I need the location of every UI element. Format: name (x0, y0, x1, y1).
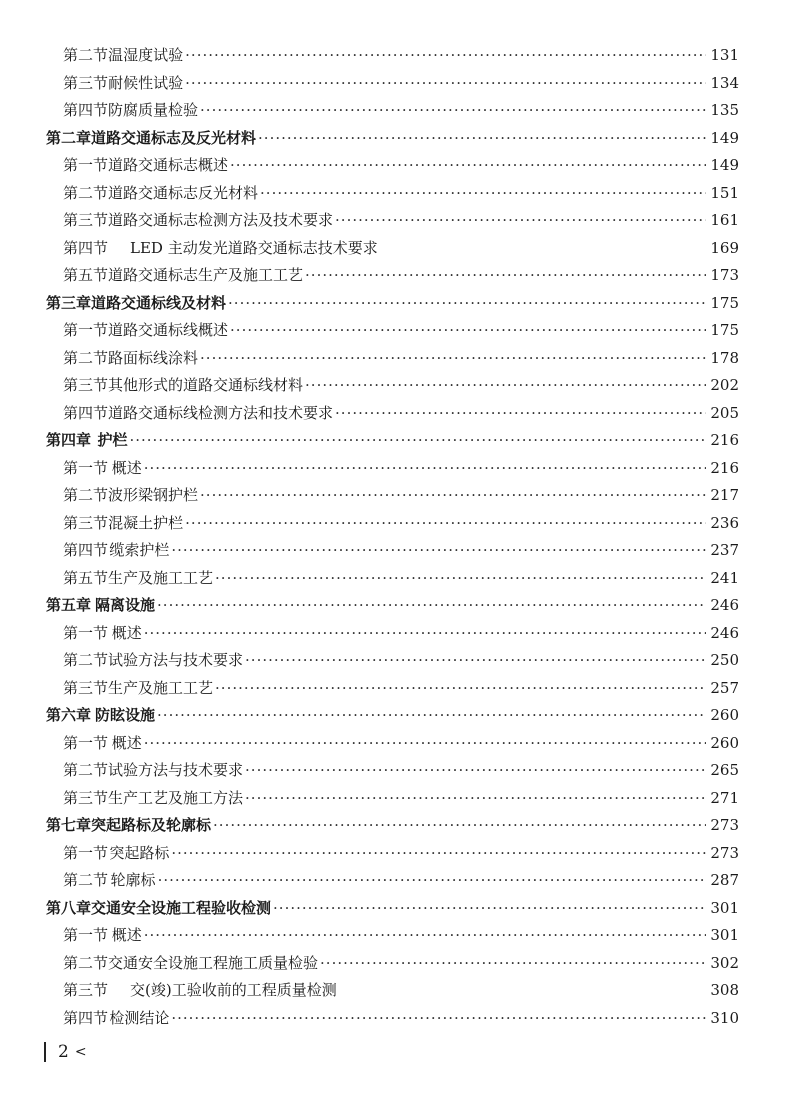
toc-page: 246 (710, 623, 739, 642)
dot-leader (230, 317, 706, 345)
dot-leader (144, 730, 706, 758)
toc-number: 第二节 (63, 486, 109, 504)
toc-page: 175 (710, 293, 739, 312)
toc-page: 175 (710, 321, 739, 339)
toc-number: 第五章 (46, 596, 92, 614)
dot-leader (335, 400, 706, 428)
dot-leader (185, 510, 706, 538)
toc-row[interactable] (46, 730, 739, 758)
toc-row[interactable] (46, 427, 739, 455)
toc-title: 护栏 (97, 431, 128, 449)
dot-leader (171, 537, 706, 565)
toc-title: 概述 (111, 926, 142, 944)
toc-page: 310 (710, 1008, 739, 1027)
toc-title: 道路交通标志生产及施工工艺 (108, 266, 304, 284)
toc-title: 缆索护栏 (109, 541, 170, 559)
dot-leader (245, 647, 706, 675)
toc-title: 交通安全设施工程施工质量检验 (108, 953, 319, 972)
toc-row[interactable] (46, 290, 739, 318)
toc-row[interactable] (46, 620, 739, 648)
toc-page: 287 (710, 871, 739, 889)
toc-number: 第四节 (63, 238, 109, 257)
page-footer (44, 1041, 87, 1063)
toc-row[interactable] (46, 592, 739, 620)
toc-number: 第二节 (63, 871, 109, 889)
page-number: 2 (58, 1042, 69, 1062)
dot-leader (158, 867, 706, 895)
toc-title: 道路交通标志检测方法及技术要求 (108, 211, 334, 229)
toc-row[interactable] (46, 922, 739, 950)
toc-page: 246 (710, 596, 739, 614)
toc-row[interactable] (46, 785, 739, 813)
toc-title: 道路交通标线及材料 (91, 293, 227, 312)
toc-number: 第六章 (46, 706, 92, 724)
toc-number: 第三节 (63, 678, 109, 697)
toc-title: 隔离设施 (95, 596, 156, 614)
toc-title: 突起路标及轮廓标 (91, 816, 212, 834)
toc-number: 第二章 (46, 128, 92, 147)
toc-page: 149 (710, 128, 739, 147)
toc-title: 混凝土护栏 (108, 513, 184, 532)
toc-number: 第四节 (63, 403, 109, 422)
toc-row[interactable] (46, 702, 739, 730)
toc-title: 概述 (111, 458, 142, 477)
toc-number: 第五节 (63, 266, 109, 284)
toc-number: 第三节 (63, 73, 109, 92)
dot-leader (213, 812, 706, 840)
toc-number: 第七章 (46, 816, 92, 834)
toc-row[interactable] (46, 867, 739, 895)
toc-title: 道路交通标志概述 (108, 156, 229, 174)
toc-title: 道路交通标线概述 (108, 321, 229, 339)
toc-page: 236 (710, 513, 739, 532)
toc-page: 173 (710, 266, 739, 284)
toc-page: 237 (710, 541, 739, 559)
toc-title: 道路交通标志反光材料 (108, 183, 259, 202)
toc-title: 防腐质量检验 (108, 101, 199, 119)
toc-title: 道路交通标志及反光材料 (91, 128, 257, 147)
toc-title: 概述 (111, 623, 142, 642)
dot-leader (335, 207, 706, 235)
toc-row[interactable] (46, 895, 739, 923)
toc-row[interactable] (46, 950, 739, 978)
dot-leader (320, 950, 706, 978)
toc-title: 轮廓标 (110, 871, 156, 889)
toc-number: 第三章 (46, 293, 92, 312)
toc-title: 检测结论 (109, 1008, 170, 1027)
toc-title: 交(竣)工验收前的工程质量检测 (130, 981, 337, 999)
toc-page: 260 (710, 733, 739, 752)
toc-row[interactable] (46, 262, 739, 290)
toc-page: 202 (710, 376, 739, 394)
toc-title: 波形梁钢护栏 (108, 486, 199, 504)
toc-page: 302 (710, 953, 739, 972)
footer-rule (44, 1042, 46, 1062)
toc-row[interactable] (46, 812, 739, 840)
toc-page: 169 (710, 238, 739, 257)
toc-title: 突起路标 (109, 843, 170, 862)
toc-number: 第四节 (63, 101, 109, 119)
dot-leader (157, 702, 706, 730)
toc-page: 273 (710, 816, 739, 834)
toc-row[interactable] (46, 400, 739, 428)
toc-number: 第八章 (46, 898, 92, 917)
toc-number: 第五节 (63, 568, 109, 587)
toc-row[interactable] (46, 537, 739, 565)
toc-row[interactable] (46, 180, 739, 208)
toc-page: 149 (710, 156, 739, 174)
toc-row[interactable] (46, 565, 739, 593)
toc-title: 温湿度试验 (108, 46, 184, 64)
toc-page: 241 (710, 568, 739, 587)
toc-row[interactable] (46, 42, 739, 70)
toc-number: 第二节 (63, 46, 109, 64)
dot-leader (230, 152, 706, 180)
dot-leader (171, 840, 706, 868)
dot-leader (185, 70, 706, 98)
toc-page: 217 (710, 486, 739, 504)
dot-leader (200, 345, 706, 373)
toc-row[interactable] (46, 482, 739, 510)
table-of-contents (46, 42, 739, 1032)
toc-page: 301 (710, 926, 739, 944)
dot-leader (258, 125, 706, 153)
dot-leader (144, 455, 706, 483)
toc-row[interactable] (46, 235, 739, 263)
toc-page: 273 (710, 843, 739, 862)
toc-number: 第二节 (63, 348, 109, 367)
dot-leader (129, 427, 706, 455)
toc-page: 308 (710, 981, 739, 999)
toc-number: 第一节 (63, 623, 109, 642)
toc-number: 第三节 (63, 981, 109, 999)
toc-number: 第三节 (63, 788, 109, 807)
toc-number: 第一节 (63, 156, 109, 174)
dot-leader (305, 262, 706, 290)
toc-page: 257 (710, 678, 739, 697)
toc-number: 第四节 (63, 541, 109, 559)
toc-row[interactable] (46, 152, 739, 180)
toc-row[interactable] (46, 317, 739, 345)
toc-row[interactable] (46, 207, 739, 235)
toc-row[interactable] (46, 70, 739, 98)
toc-number: 第四章 (46, 431, 92, 449)
dot-leader (200, 482, 706, 510)
dot-leader (305, 372, 706, 400)
toc-title: 生产及施工工艺 (108, 678, 214, 697)
toc-page: 271 (710, 788, 739, 807)
toc-title: LED 主动发光道路交通标志技术要求 (130, 238, 378, 257)
toc-row[interactable] (46, 345, 739, 373)
toc-row[interactable] (46, 372, 739, 400)
toc-row[interactable] (46, 510, 739, 538)
toc-row[interactable] (46, 675, 739, 703)
toc-title: 路面标线涂料 (108, 348, 199, 367)
toc-title: 试验方法与技术要求 (108, 761, 244, 779)
dot-leader (185, 42, 706, 70)
toc-number: 第三节 (63, 376, 109, 394)
toc-title: 概述 (111, 733, 142, 752)
toc-number: 第二节 (63, 761, 109, 779)
toc-page: 265 (710, 761, 739, 779)
toc-number: 第三节 (63, 513, 109, 532)
toc-row[interactable] (46, 1005, 739, 1033)
dot-leader (200, 97, 706, 125)
dot-leader (245, 757, 706, 785)
toc-number: 第二节 (63, 953, 109, 972)
left-arrow-icon: < (74, 1044, 87, 1060)
toc-row[interactable] (46, 125, 739, 153)
toc-page: 151 (710, 183, 739, 202)
toc-page: 260 (710, 706, 739, 724)
toc-page: 250 (710, 651, 739, 669)
toc-title: 试验方法与技术要求 (108, 651, 244, 669)
toc-title: 生产工艺及施工方法 (108, 788, 244, 807)
toc-page: 178 (710, 348, 739, 367)
dot-leader (171, 1005, 706, 1033)
toc-page: 161 (710, 211, 739, 229)
toc-title: 道路交通标线检测方法和技术要求 (108, 403, 334, 422)
dot-leader (228, 290, 706, 318)
toc-page: 216 (710, 431, 739, 449)
dot-leader (260, 180, 706, 208)
dot-leader (215, 675, 706, 703)
toc-title: 生产及施工工艺 (108, 568, 214, 587)
toc-number: 第一节 (63, 733, 109, 752)
dot-leader (245, 785, 706, 813)
toc-number: 第一节 (63, 458, 109, 477)
toc-number: 第二节 (63, 651, 109, 669)
dot-leader (144, 620, 706, 648)
toc-title: 耐候性试验 (108, 73, 184, 92)
toc-page: 135 (710, 101, 739, 119)
dot-leader (215, 565, 706, 593)
toc-number: 第四节 (63, 1008, 109, 1027)
toc-page: 216 (710, 458, 739, 477)
toc-row[interactable] (46, 840, 739, 868)
toc-number: 第二节 (63, 183, 109, 202)
toc-number: 第一节 (63, 843, 109, 862)
dot-leader (273, 895, 706, 923)
toc-number: 第三节 (63, 211, 109, 229)
toc-row[interactable] (46, 455, 739, 483)
dot-leader (144, 922, 706, 950)
toc-title: 交通安全设施工程验收检测 (91, 898, 272, 917)
toc-page: 301 (710, 898, 739, 917)
toc-title: 防眩设施 (95, 706, 156, 724)
toc-page: 134 (710, 73, 739, 92)
toc-title: 其他形式的道路交通标线材料 (108, 376, 304, 394)
dot-leader (157, 592, 706, 620)
toc-number: 第一节 (63, 321, 109, 339)
toc-page: 131 (710, 46, 739, 64)
toc-row[interactable] (46, 97, 739, 125)
toc-row[interactable] (46, 647, 739, 675)
toc-row[interactable] (46, 977, 739, 1005)
toc-number: 第一节 (63, 926, 109, 944)
toc-page: 205 (710, 403, 739, 422)
toc-row[interactable] (46, 757, 739, 785)
